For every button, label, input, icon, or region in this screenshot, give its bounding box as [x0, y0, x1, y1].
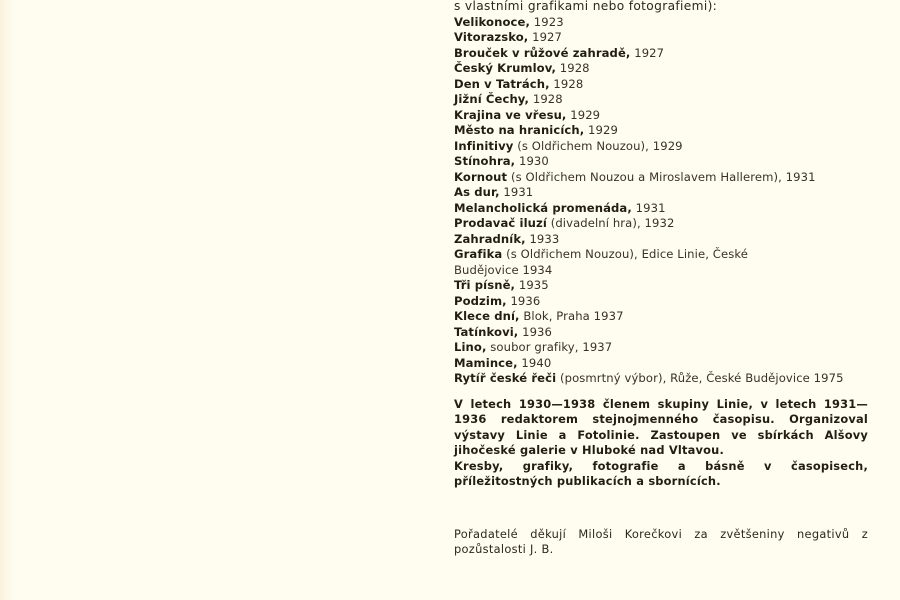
work-item [454, 77, 868, 93]
work-item [454, 278, 868, 294]
work-title: Infinitivy [454, 138, 514, 153]
work-title: Český Krumlov, [454, 61, 556, 75]
work-item [454, 92, 868, 108]
biography-paragraph: V letech 1930—1938 členem skupiny Linie, v letech 1931—1936 redaktorem stejnojmenného časopisu. Organizoval výstavy Linie a Fotolinie. Zastoupen ve sbírkách Alšovy jihočeské galerie v Hluboké nad Vltavou. [454, 396, 868, 457]
work-item [454, 170, 868, 186]
biography-section [454, 397, 868, 490]
work-title: Tatínkovi, [454, 324, 519, 339]
work-item [454, 123, 868, 139]
work-detail: 1936 [518, 324, 553, 339]
text-column [454, 0, 868, 558]
work-detail: (posmrtný výbor), Růže, České Budějovice 1975 [556, 371, 844, 385]
work-detail: (s Oldřichem Nouzou), Edice Linie, České Budějovice 1934 [454, 247, 748, 277]
work-detail: 1923 [529, 14, 564, 29]
work-detail: 1928 [529, 92, 563, 106]
work-title: Rytíř české řeči [454, 371, 557, 385]
work-title: As dur, [454, 185, 500, 199]
work-title: Město na hranicích, [454, 123, 585, 137]
work-detail: 1931 [499, 185, 534, 199]
work-title: Grafika [454, 247, 503, 261]
works-list-intro: s vlastními grafikami nebo fotografiemi): [454, 0, 718, 13]
work-detail: 1928 [549, 76, 584, 91]
work-item [454, 201, 868, 217]
work-detail: 1929 [566, 107, 601, 122]
work-item [454, 185, 868, 201]
work-detail: soubor grafiky, 1937 [486, 340, 613, 354]
work-title: Zahradník, [454, 231, 526, 246]
work-title: Jižní Čechy, [454, 92, 530, 106]
work-detail: 1927 [630, 45, 665, 60]
biography-paragraph: Kresby, grafiky, fotografie a básně v časopisech, příležitostných publikacích a sbornících. [454, 458, 868, 488]
paper-edge-shadow [0, 0, 14, 600]
work-detail: 1929 [584, 123, 618, 137]
work-detail: 1931 [631, 200, 666, 215]
work-item [454, 371, 868, 387]
work-detail: (s Oldřichem Nouzou), 1929 [513, 138, 683, 153]
work-item [454, 216, 868, 232]
work-item [454, 356, 868, 372]
work-detail: 1930 [515, 154, 549, 168]
work-title: Tři písně, [454, 278, 516, 292]
work-detail: 1933 [525, 231, 560, 246]
works-list [454, 15, 868, 387]
work-detail: 1935 [515, 278, 549, 292]
work-item [454, 247, 774, 278]
work-detail: (s Oldřichem Nouzou a Miroslavem Hallerem), 1931 [507, 169, 816, 184]
work-title: Velikonoce, [454, 14, 530, 29]
work-title: Kornout [454, 169, 508, 184]
work-item [454, 232, 868, 248]
work-title: Krajina ve vřesu, [454, 107, 567, 122]
work-title: Melancholická promenáda, [454, 200, 632, 215]
work-title: Vitorazsko, [454, 30, 529, 44]
work-item [454, 61, 868, 77]
work-item [454, 139, 868, 155]
work-title: Mamince, [454, 355, 518, 370]
work-title: Klece dní, [454, 309, 520, 323]
acknowledgement: Pořadatelé děkují Miloši Korečkovi za zvětšeniny negativů z pozůstalosti J. B. [454, 526, 868, 556]
work-detail: Blok, Praha 1937 [519, 309, 624, 323]
work-item [454, 325, 868, 341]
work-detail: 1927 [528, 30, 563, 44]
work-title: Brouček v růžové zahradě, [454, 45, 631, 60]
work-detail: 1928 [555, 61, 590, 75]
work-item [454, 294, 868, 310]
work-title: Stínohra, [454, 154, 516, 168]
work-detail: (divadelní hra), 1932 [546, 216, 675, 230]
work-item [454, 309, 868, 325]
work-title: Podzim, [454, 293, 507, 308]
work-detail: 1940 [517, 355, 552, 370]
work-title: Lino, [454, 340, 487, 354]
work-detail: 1936 [506, 293, 541, 308]
work-title: Prodavač iluzí [454, 216, 547, 230]
work-item [454, 108, 868, 124]
work-item [454, 15, 868, 31]
work-item [454, 154, 868, 170]
work-title: Den v Tatrách, [454, 76, 550, 91]
work-item [454, 30, 868, 46]
work-item [454, 46, 868, 62]
work-item [454, 340, 868, 356]
